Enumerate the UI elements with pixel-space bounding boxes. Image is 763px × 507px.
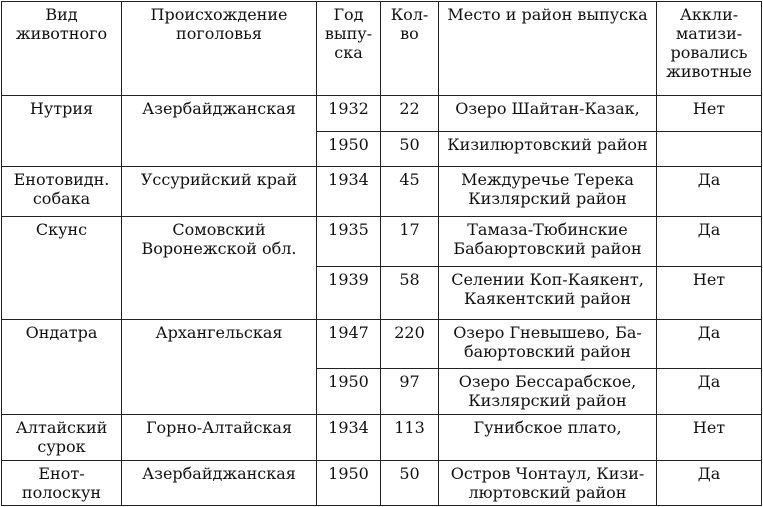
year-cell: 1935	[317, 217, 381, 267]
animal-cell: Нутрия	[2, 96, 122, 167]
place-cell: Озеро Бессарабское, Кизлярский район	[439, 369, 657, 415]
table-row	[2, 167, 762, 217]
origin-cell: Азербайджанская	[122, 96, 317, 167]
origin-cell: Азербайджанская	[122, 461, 317, 506]
year-cell: 1950	[317, 132, 381, 167]
acclimatized-cell: Нет	[657, 415, 762, 461]
count-cell: 17	[381, 217, 439, 267]
year-cell: 1932	[317, 96, 381, 132]
acclimatized-cell: Да	[657, 320, 762, 369]
count-cell: 97	[381, 369, 439, 415]
count-cell: 220	[381, 320, 439, 369]
place-cell: Остров Чонтаул, Кизи- люртовский район	[439, 461, 657, 506]
acclimatized-cell: Нет	[657, 96, 762, 132]
header-animal: Вид животного	[2, 2, 122, 96]
table-row	[2, 96, 762, 132]
place-cell: Тамаза-Тюбинские Бабаюртовский район	[439, 217, 657, 267]
header-year: Год выпу- ска	[317, 2, 381, 96]
table-row	[2, 320, 762, 369]
year-cell: 1934	[317, 167, 381, 217]
place-cell: Междуречье Терека Кизлярский район	[439, 167, 657, 217]
count-cell: 22	[381, 96, 439, 132]
year-cell: 1950	[317, 369, 381, 415]
acclimatization-table	[1, 1, 762, 506]
acclimatized-cell: Да	[657, 167, 762, 217]
animal-cell: Алтайский сурок	[2, 415, 122, 461]
acclimatized-cell	[657, 132, 762, 167]
header-origin: Происхождение поголовья	[122, 2, 317, 96]
place-cell: Гунибское плато,	[439, 415, 657, 461]
count-cell: 45	[381, 167, 439, 217]
origin-cell: Сомовский Воронежской обл.	[122, 217, 317, 320]
place-cell: Кизилюртовский район	[439, 132, 657, 167]
table-row	[2, 461, 762, 506]
animal-cell: Ондатра	[2, 320, 122, 415]
count-cell: 113	[381, 415, 439, 461]
table-row	[2, 415, 762, 461]
place-cell: Селении Коп-Каякент, Каякентский район	[439, 267, 657, 320]
header-place: Место и район выпуска	[439, 2, 657, 96]
acclimatized-cell: Да	[657, 461, 762, 506]
header-row	[2, 2, 762, 96]
count-cell: 50	[381, 132, 439, 167]
origin-cell: Архангельская	[122, 320, 317, 415]
origin-cell: Уссурийский край	[122, 167, 317, 217]
table-row	[2, 217, 762, 267]
count-cell: 58	[381, 267, 439, 320]
animal-cell: Енотовидн. собака	[2, 167, 122, 217]
animal-cell: Енот- полоскун	[2, 461, 122, 506]
place-cell: Озеро Гневышево, Ба- баюртовский район	[439, 320, 657, 369]
header-count: Кол- во	[381, 2, 439, 96]
year-cell: 1947	[317, 320, 381, 369]
year-cell: 1950	[317, 461, 381, 506]
acclimatized-cell: Да	[657, 369, 762, 415]
animal-cell: Скунс	[2, 217, 122, 320]
place-cell: Озеро Шайтан-Казак,	[439, 96, 657, 132]
year-cell: 1939	[317, 267, 381, 320]
header-acclimatized: Аккли- матизи- ровались животные	[657, 2, 762, 96]
acclimatized-cell: Да	[657, 217, 762, 267]
origin-cell: Горно-Алтайская	[122, 415, 317, 461]
count-cell: 50	[381, 461, 439, 506]
acclimatized-cell: Нет	[657, 267, 762, 320]
year-cell: 1934	[317, 415, 381, 461]
